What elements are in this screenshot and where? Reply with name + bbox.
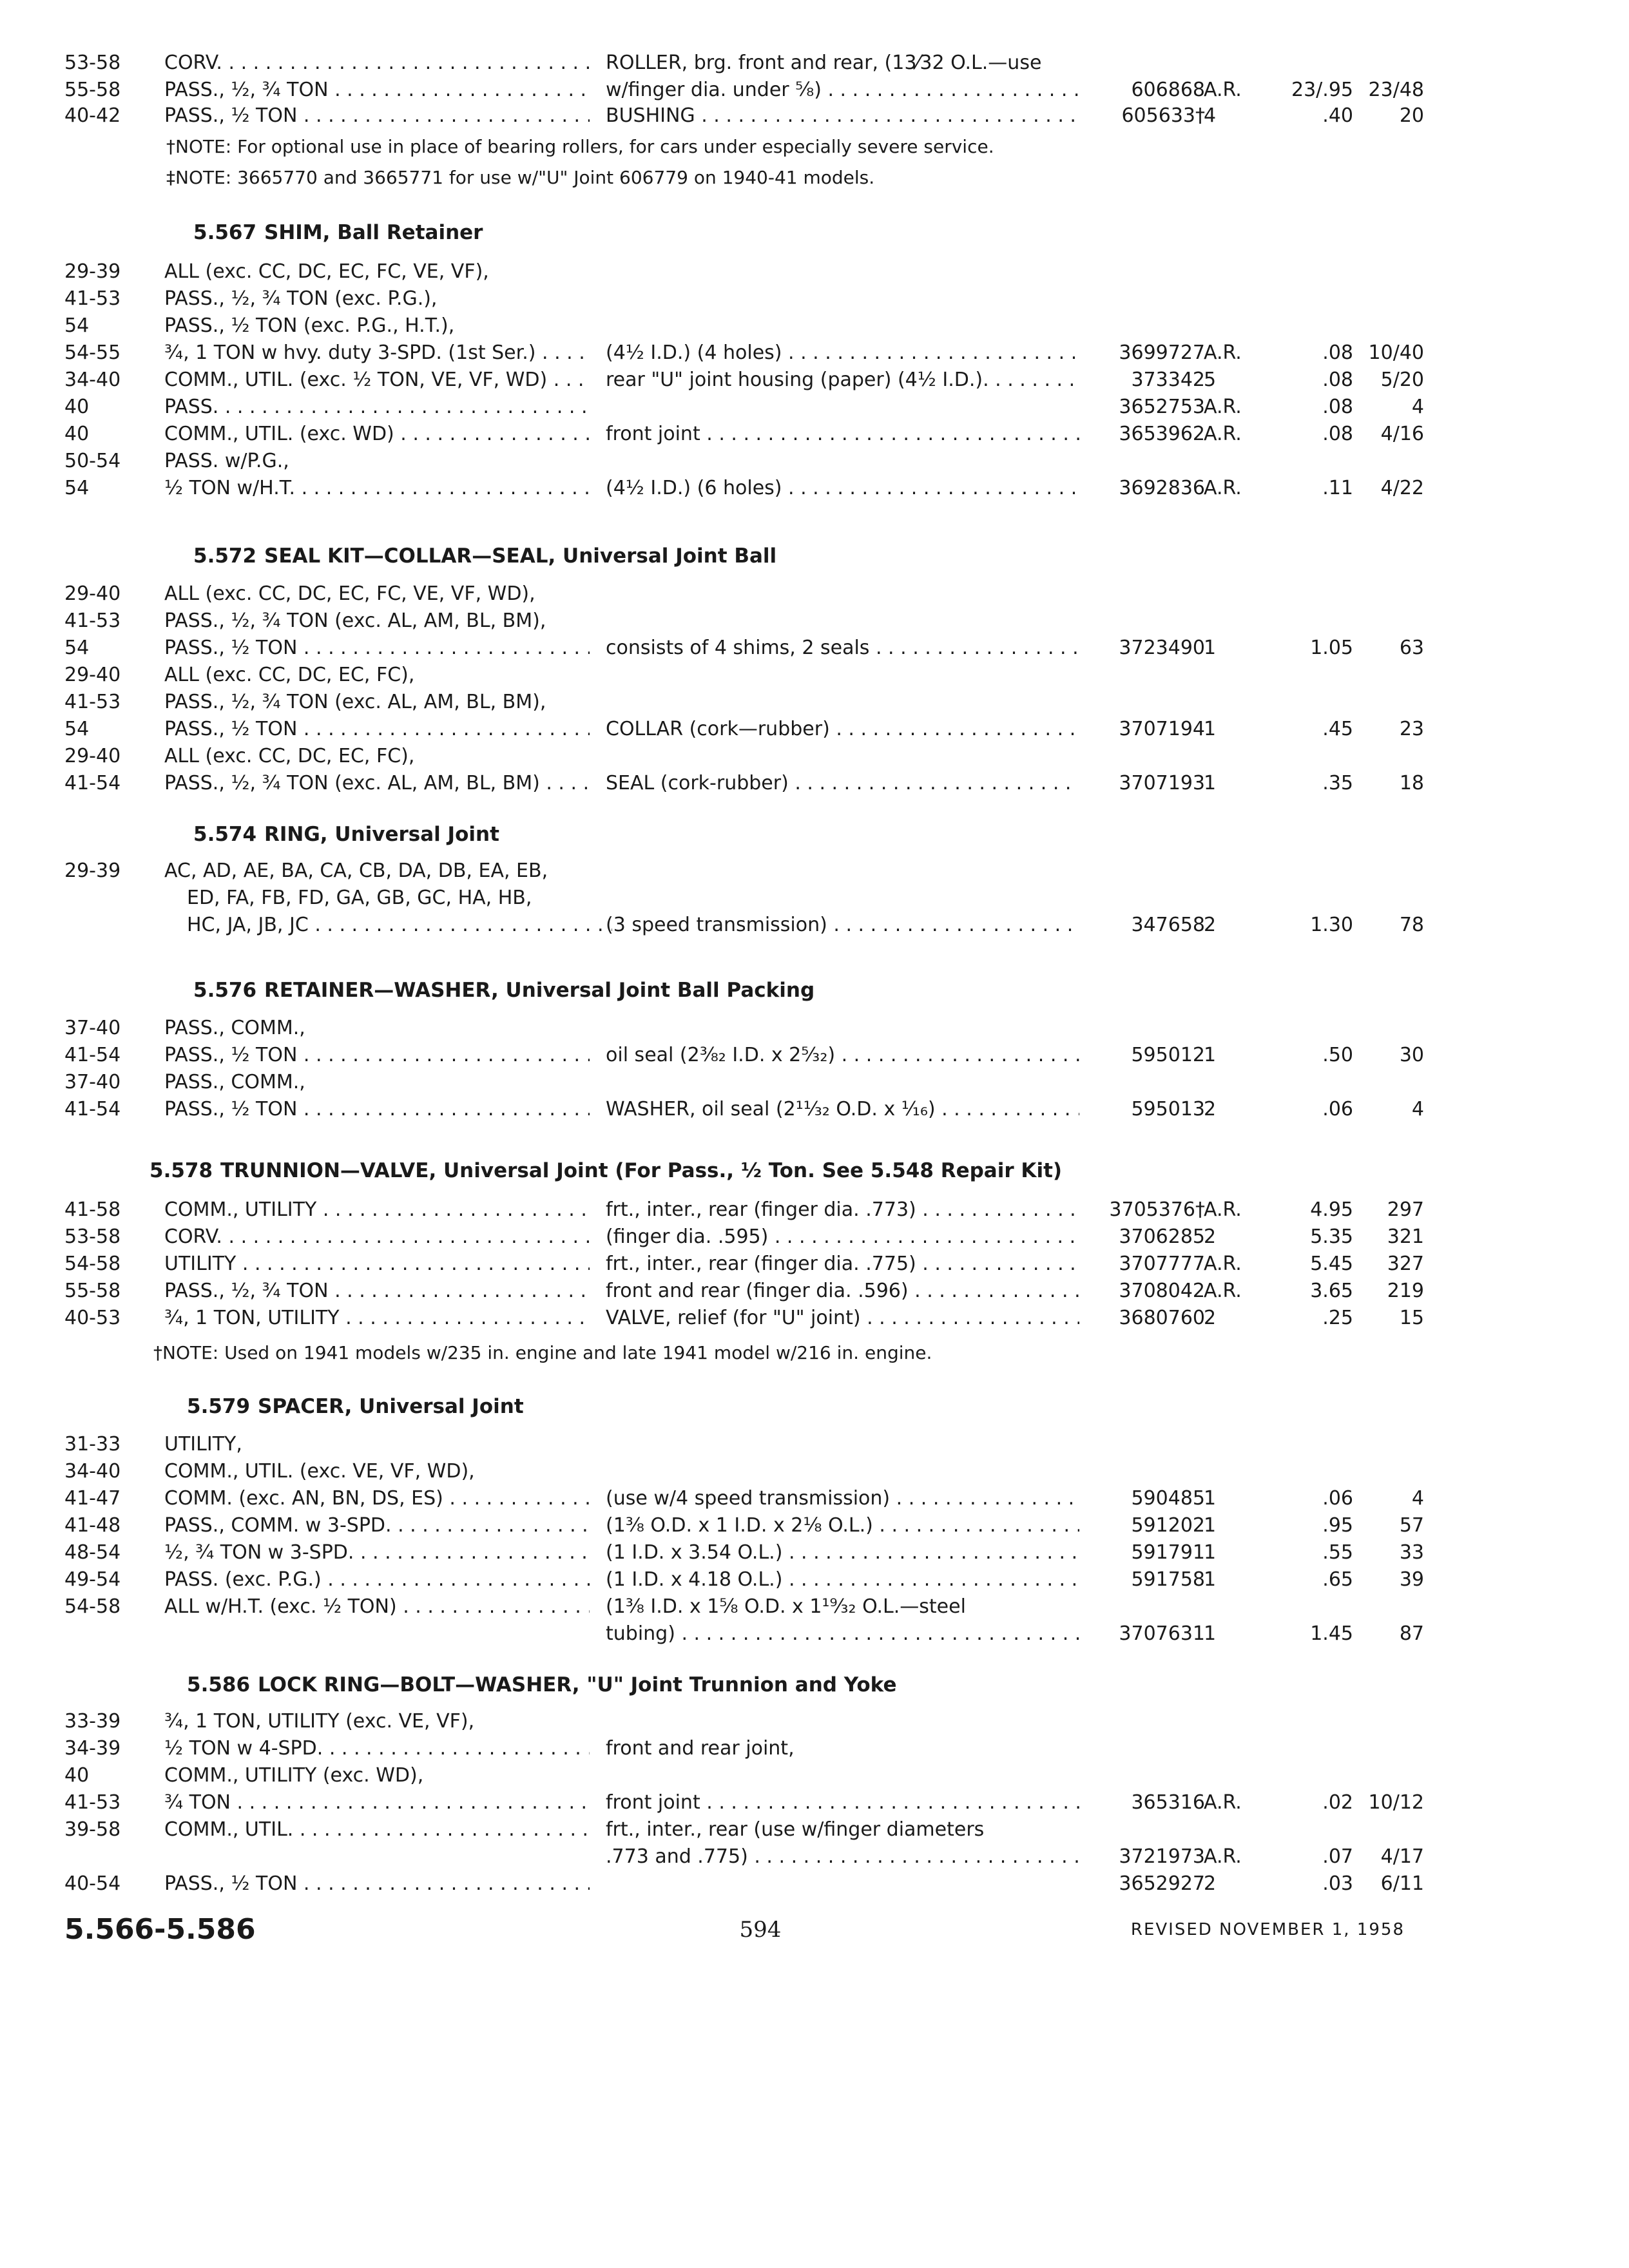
parts-row <box>0 1816 1629 1844</box>
section-number: 5.586 <box>187 1673 251 1696</box>
application: ALL (exc. CC, DC, EC, FC, VE, VF), <box>164 260 489 283</box>
model-years: 29-39 <box>64 860 121 882</box>
model-years: 55-58 <box>64 1280 121 1302</box>
parts-row <box>0 661 1629 689</box>
model-years: 40-54 <box>64 1872 121 1895</box>
description: w/finger dia. under ⅝) . . . <box>606 76 1079 104</box>
application: PASS., ½ TON . . . <box>164 1041 590 1070</box>
application: ¾, 1 TON w hvy. duty 3-SPD. (1st Ser.) . . . . <box>164 339 590 367</box>
dealer-price: .50 <box>1322 1044 1353 1066</box>
footnote: †NOTE: Used on 1941 models w/235 in. engine and late 1941 model w/216 in. engine. <box>153 1342 932 1363</box>
quantity: 4 <box>1204 104 1217 127</box>
parts-row <box>0 1095 1629 1124</box>
dealer-price: .08 <box>1322 423 1353 445</box>
application: PASS. (exc. P.G.) . . . <box>164 1566 590 1594</box>
footnote: ‡NOTE: 3665770 and 3665771 for use w/"U" Joint 606779 on 1940-41 models. <box>166 167 875 188</box>
quantity: A.R. <box>1204 1280 1242 1302</box>
parts-row <box>0 1041 1629 1070</box>
quantity: 5 <box>1204 369 1217 391</box>
quantity: 1 <box>1204 1568 1217 1591</box>
application: PASS., COMM., <box>164 1017 305 1039</box>
quantity: 1 <box>1204 1514 1217 1537</box>
parts-row <box>0 1512 1629 1540</box>
application: PASS., ½, ¾ TON . . . <box>164 76 590 104</box>
section-title: TRUNNION—VALVE, Universal Joint (For Pass., ½ Ton. See 5.548 Repair Kit) <box>220 1159 1063 1182</box>
description: COLLAR (cork—rubber) . . . <box>606 715 1079 744</box>
quantity: 1 <box>1204 718 1217 740</box>
part-number: 595012 <box>1131 1044 1205 1066</box>
dealer-price: .07 <box>1322 1845 1353 1868</box>
application: HC, JA, JB, JC . . . <box>187 911 612 939</box>
quantity: A.R. <box>1204 396 1242 418</box>
dealer-price: .40 <box>1322 104 1353 127</box>
section-title: LOCK RING—BOLT—WASHER, "U" Joint Trunnion and Yoke <box>258 1673 897 1696</box>
description: frt., inter., rear (use w/finger diameters <box>606 1818 985 1841</box>
model-years: 50-54 <box>64 450 121 472</box>
model-years: 54-58 <box>64 1595 121 1618</box>
part-number: 3708042 <box>1119 1280 1205 1302</box>
application: COMM., UTILITY (exc. WD), <box>164 1764 424 1787</box>
parts-row <box>0 1566 1629 1594</box>
dealer-price: 1.05 <box>1310 637 1353 659</box>
list-price: 63 <box>1399 637 1424 659</box>
description: (1⅜ O.D. x 1 I.D. x 2⅛ O.L.) . . . <box>606 1512 1079 1540</box>
part-number: 3653962 <box>1119 423 1205 445</box>
application: COMM., UTIL. (exc. VE, VF, WD), <box>164 1460 475 1483</box>
description: (1⅜ I.D. x 1⅝ O.D. x 1¹⁹⁄₃₂ O.L.—steel <box>606 1595 966 1618</box>
parts-row <box>0 258 1629 286</box>
quantity: 1 <box>1204 1044 1217 1066</box>
dealer-price: .95 <box>1322 1514 1353 1537</box>
application: PASS., ½ TON . . . <box>164 102 590 130</box>
application: ALL (exc. CC, DC, EC, FC, VE, VF, WD), <box>164 582 535 605</box>
parts-row <box>0 607 1629 635</box>
list-price: 57 <box>1399 1514 1424 1537</box>
section-number: 5.576 <box>193 979 257 1002</box>
quantity: 2 <box>1204 1307 1217 1329</box>
description: (use w/4 speed transmission) . . . <box>606 1485 1079 1513</box>
model-years: 41-54 <box>64 1098 121 1120</box>
application: PASS., COMM., <box>164 1071 305 1093</box>
list-price: 23/48 <box>1368 79 1424 101</box>
dealer-price: 1.45 <box>1310 1622 1353 1645</box>
part-number: 3707631 <box>1119 1622 1205 1645</box>
application: UTILITY . . . <box>164 1250 590 1278</box>
list-price: 6/11 <box>1380 1872 1424 1895</box>
application: PASS., ½ TON . . . <box>164 1870 590 1898</box>
dealer-price: .25 <box>1322 1307 1353 1329</box>
quantity: A.R. <box>1204 1198 1242 1221</box>
dealer-price: .06 <box>1322 1098 1353 1120</box>
part-number: 606868 <box>1131 79 1205 101</box>
quantity: 1 <box>1204 1487 1217 1510</box>
model-years: 41-47 <box>64 1487 121 1510</box>
parts-row <box>0 474 1629 503</box>
list-price: 10/12 <box>1368 1791 1424 1814</box>
application: PASS., COMM. w 3-SPD. . . . <box>164 1512 590 1540</box>
description: tubing) . . . <box>606 1620 1079 1648</box>
description: (1 I.D. x 3.54 O.L.) . . . <box>606 1539 1079 1567</box>
model-years: 41-53 <box>64 610 121 632</box>
section-title: RETAINER—WASHER, Universal Joint Ball Packing <box>264 979 815 1002</box>
list-price: 219 <box>1387 1280 1424 1302</box>
page-number: 594 <box>739 1917 782 1943</box>
model-years: 40 <box>64 1764 90 1787</box>
dealer-price: .08 <box>1322 369 1353 391</box>
parts-row <box>0 49 1629 77</box>
parts-row <box>0 339 1629 367</box>
application: UTILITY, <box>164 1433 242 1456</box>
description: BUSHING . . . <box>606 102 1079 130</box>
section-heading <box>0 974 1629 1006</box>
model-years: 39-58 <box>64 1818 121 1841</box>
application: CORV. . . . <box>164 1223 590 1251</box>
application: ¾, 1 TON, UTILITY (exc. VE, VF), <box>164 1710 475 1733</box>
parts-row <box>0 857 1629 885</box>
parts-row <box>0 1735 1629 1763</box>
model-years: 55-58 <box>64 79 121 101</box>
description: frt., inter., rear (finger dia. .773) . . . <box>606 1196 1079 1224</box>
part-number: 3705376† <box>1109 1198 1205 1221</box>
parts-row <box>0 634 1629 662</box>
quantity: A.R. <box>1204 341 1242 364</box>
parts-row <box>0 911 1629 939</box>
application: COMM., UTIL. . . . <box>164 1816 590 1844</box>
parts-row <box>0 884 1629 912</box>
model-years: 41-54 <box>64 1044 121 1066</box>
description: front joint . . . <box>606 420 1079 448</box>
list-price: 4/16 <box>1380 423 1424 445</box>
application: ALL (exc. CC, DC, EC, FC), <box>164 664 415 686</box>
application: ALL (exc. CC, DC, EC, FC), <box>164 745 415 767</box>
model-years: 54 <box>64 718 90 740</box>
list-price: 18 <box>1399 772 1424 794</box>
quantity: 1 <box>1204 1541 1217 1564</box>
application: COMM., UTIL. (exc. WD) . . . <box>164 420 590 448</box>
dealer-price: .08 <box>1322 396 1353 418</box>
parts-row <box>0 420 1629 448</box>
part-number: 590485 <box>1131 1487 1205 1510</box>
application: PASS., ½ TON . . . <box>164 634 590 662</box>
parts-row <box>0 1430 1629 1459</box>
dealer-price: .02 <box>1322 1791 1353 1814</box>
list-price: 33 <box>1399 1541 1424 1564</box>
application: AC, AD, AE, BA, CA, CB, DA, DB, EA, EB, <box>164 860 548 882</box>
dealer-price: .45 <box>1322 718 1353 740</box>
quantity: 2 <box>1204 1872 1217 1895</box>
section-title: RING, Universal Joint <box>264 823 499 846</box>
part-number: 3680760 <box>1119 1307 1205 1329</box>
dealer-price: .06 <box>1322 1487 1353 1510</box>
description: VALVE, relief (for "U" joint) . . . <box>606 1304 1079 1332</box>
part-number: 591791 <box>1131 1541 1205 1564</box>
quantity: A.R. <box>1204 423 1242 445</box>
list-price: 5/20 <box>1380 369 1424 391</box>
parts-row <box>0 1539 1629 1567</box>
model-years: 41-48 <box>64 1514 121 1537</box>
parts-row <box>0 1762 1629 1790</box>
model-years: 48-54 <box>64 1541 121 1564</box>
model-years: 54-55 <box>64 341 121 364</box>
model-years: 40-53 <box>64 1307 121 1329</box>
application: PASS., ½, ¾ TON (exc. AL, AM, BL, BM) . . . <box>164 769 590 798</box>
list-price: 30 <box>1399 1044 1424 1066</box>
parts-row <box>0 285 1629 313</box>
part-number: 3652927 <box>1119 1872 1205 1895</box>
quantity: A.R. <box>1204 477 1242 499</box>
dealer-price: 5.45 <box>1310 1253 1353 1275</box>
part-number: 3707193 <box>1119 772 1205 794</box>
dealer-price: .11 <box>1322 477 1353 499</box>
section-title: SEAL KIT—COLLAR—SEAL, Universal Joint Ball <box>264 544 777 568</box>
parts-row <box>0 1485 1629 1513</box>
model-years: 41-54 <box>64 772 121 794</box>
description: rear "U" joint housing (paper) (4½ I.D.). . . . <box>606 366 1079 394</box>
description: (3 speed transmission) . . . <box>606 911 1079 939</box>
parts-row <box>0 1304 1629 1332</box>
section-heading <box>0 216 1629 249</box>
parts-row <box>0 688 1629 716</box>
application: PASS., ½, ¾ TON (exc. P.G.), <box>164 287 438 310</box>
quantity: A.R. <box>1204 1253 1242 1275</box>
section-number: 5.567 <box>193 221 257 244</box>
model-years: 31-33 <box>64 1433 121 1456</box>
section-title: SPACER, Universal Joint <box>258 1395 524 1418</box>
model-years: 29-39 <box>64 260 121 283</box>
part-number: 347658 <box>1131 914 1205 936</box>
footnote: †NOTE: For optional use in place of bearing rollers, for cars under especially severe service. <box>166 136 994 157</box>
application: PASS., ½, ¾ TON . . . <box>164 1277 590 1305</box>
page-footer <box>0 1907 1629 1952</box>
application: PASS. . . . <box>164 393 590 421</box>
model-years: 29-40 <box>64 745 121 767</box>
description: front and rear joint, <box>606 1737 795 1760</box>
section-heading <box>0 1155 1629 1187</box>
application: PASS., ½ TON . . . <box>164 715 590 744</box>
application: PASS. w/P.G., <box>164 450 289 472</box>
dealer-price: 4.95 <box>1310 1198 1353 1221</box>
section-title: SHIM, Ball Retainer <box>264 221 483 244</box>
model-years: 34-40 <box>64 369 121 391</box>
parts-row <box>0 447 1629 476</box>
quantity: 1 <box>1204 637 1217 659</box>
section-number: 5.578 <box>149 1159 213 1182</box>
description: front joint . . . <box>606 1789 1079 1817</box>
application: COMM. (exc. AN, BN, DS, ES) . . . <box>164 1485 590 1513</box>
model-years: 34-39 <box>64 1737 121 1760</box>
description: (finger dia. .595) . . . <box>606 1223 1079 1251</box>
dealer-price: .08 <box>1322 341 1353 364</box>
part-number: 3706285 <box>1119 1225 1205 1248</box>
application: COMM., UTIL. (exc. ½ TON, VE, VF, WD) . . . <box>164 366 590 394</box>
application: PASS., ½ TON (exc. P.G., H.T.), <box>164 314 455 337</box>
application: ED, FA, FB, FD, GA, GB, GC, HA, HB, <box>187 887 532 909</box>
part-number: 595013 <box>1131 1098 1205 1120</box>
quantity: 1 <box>1204 772 1217 794</box>
dealer-price: .03 <box>1322 1872 1353 1895</box>
dealer-price: .65 <box>1322 1568 1353 1591</box>
parts-row <box>0 312 1629 340</box>
section-heading <box>0 1669 1629 1701</box>
list-price: 4 <box>1411 396 1424 418</box>
section-range: 5.566-5.586 <box>64 1913 256 1946</box>
part-number: 3723490 <box>1119 637 1205 659</box>
part-number: 3652753 <box>1119 396 1205 418</box>
parts-row <box>0 1870 1629 1898</box>
list-price: 20 <box>1399 104 1424 127</box>
parts-row <box>0 769 1629 798</box>
parts-row <box>0 1068 1629 1097</box>
parts-row <box>0 1789 1629 1817</box>
parts-row <box>0 1277 1629 1305</box>
parts-row <box>0 102 1629 130</box>
part-number: 605633† <box>1121 104 1205 127</box>
part-number: 373342 <box>1131 369 1205 391</box>
parts-row <box>0 742 1629 771</box>
list-price: 321 <box>1387 1225 1424 1248</box>
description: (4½ I.D.) (4 holes) . . . <box>606 339 1079 367</box>
part-number: 3707777 <box>1119 1253 1205 1275</box>
model-years: 53-58 <box>64 52 121 74</box>
parts-row <box>0 393 1629 421</box>
list-price: 23 <box>1399 718 1424 740</box>
application: ½, ¾ TON w 3-SPD. . . . <box>164 1539 590 1567</box>
model-years: 41-53 <box>64 287 121 310</box>
model-years: 29-40 <box>64 582 121 605</box>
parts-row <box>0 1223 1629 1251</box>
model-years: 49-54 <box>64 1568 121 1591</box>
description: (1 I.D. x 4.18 O.L.) . . . <box>606 1566 1079 1594</box>
application: PASS., ½ TON . . . <box>164 1095 590 1124</box>
application: PASS., ½, ¾ TON (exc. AL, AM, BL, BM), <box>164 691 546 713</box>
model-years: 41-53 <box>64 1791 121 1814</box>
model-years: 37-40 <box>64 1017 121 1039</box>
parts-row <box>0 715 1629 744</box>
model-years: 54-58 <box>64 1253 121 1275</box>
description: oil seal (2⅜₂ I.D. x 2⁵⁄₃₂) . . . <box>606 1041 1079 1070</box>
description: front and rear (finger dia. .596) . . . <box>606 1277 1079 1305</box>
model-years: 33-39 <box>64 1710 121 1733</box>
quantity: 2 <box>1204 914 1217 936</box>
application: COMM., UTILITY . . . <box>164 1196 590 1224</box>
description: ROLLER, brg. front and rear, (13⁄32 O.L.—use <box>606 52 1042 74</box>
model-years: 37-40 <box>64 1071 121 1093</box>
application: ½ TON w 4-SPD. . . . <box>164 1735 590 1763</box>
dealer-price: 3.65 <box>1310 1280 1353 1302</box>
section-number: 5.579 <box>187 1395 251 1418</box>
list-price: 4/22 <box>1380 477 1424 499</box>
dealer-price: 23/.95 <box>1291 79 1353 101</box>
parts-row <box>0 1843 1629 1871</box>
part-number: 3721973 <box>1119 1845 1205 1868</box>
application: ½ TON w/H.T. . . . <box>164 474 590 503</box>
model-years: 34-40 <box>64 1460 121 1483</box>
parts-row <box>0 1457 1629 1486</box>
description: SEAL (cork-rubber) . . . <box>606 769 1079 798</box>
parts-row <box>0 1707 1629 1736</box>
section-heading <box>0 818 1629 850</box>
quantity: 2 <box>1204 1098 1217 1120</box>
description: consists of 4 shims, 2 seals . . . <box>606 634 1079 662</box>
model-years: 41-58 <box>64 1198 121 1221</box>
section-number: 5.572 <box>193 544 257 568</box>
application: ¾, 1 TON, UTILITY . . . <box>164 1304 590 1332</box>
dealer-price: 1.30 <box>1310 914 1353 936</box>
part-number: 3707194 <box>1119 718 1205 740</box>
description: (4½ I.D.) (6 holes) . . . <box>606 474 1079 503</box>
model-years: 40 <box>64 423 90 445</box>
application: ¾ TON . . . <box>164 1789 590 1817</box>
part-number: 365316 <box>1131 1791 1205 1814</box>
parts-row <box>0 1250 1629 1278</box>
part-number: 3692836 <box>1119 477 1205 499</box>
section-heading <box>0 1390 1629 1423</box>
parts-row <box>0 1196 1629 1224</box>
parts-row <box>0 580 1629 608</box>
list-price: 78 <box>1399 914 1424 936</box>
description: .773 and .775) . . . <box>606 1843 1079 1871</box>
dealer-price: .55 <box>1322 1541 1353 1564</box>
quantity: 2 <box>1204 1225 1217 1248</box>
quantity: A.R. <box>1204 1791 1242 1814</box>
model-years: 54 <box>64 314 90 337</box>
parts-row <box>0 1620 1629 1648</box>
list-price: 39 <box>1399 1568 1424 1591</box>
revision-date: REVISED NOVEMBER 1, 1958 <box>1130 1920 1405 1939</box>
model-years: 40 <box>64 396 90 418</box>
application: ALL w/H.T. (exc. ½ TON) . . . <box>164 1593 590 1621</box>
section-number: 5.574 <box>193 823 257 846</box>
part-number: 591202 <box>1131 1514 1205 1537</box>
list-price: 297 <box>1387 1198 1424 1221</box>
model-years: 54 <box>64 637 90 659</box>
list-price: 4 <box>1411 1487 1424 1510</box>
parts-row <box>0 1014 1629 1043</box>
model-years: 54 <box>64 477 90 499</box>
list-price: 327 <box>1387 1253 1424 1275</box>
part-number: 591758 <box>1131 1568 1205 1591</box>
list-price: 10/40 <box>1368 341 1424 364</box>
parts-row <box>0 76 1629 104</box>
list-price: 87 <box>1399 1622 1424 1645</box>
application: PASS., ½, ¾ TON (exc. AL, AM, BL, BM), <box>164 610 546 632</box>
dealer-price: 5.35 <box>1310 1225 1353 1248</box>
model-years: 40-42 <box>64 104 121 127</box>
quantity: 1 <box>1204 1622 1217 1645</box>
quantity: A.R. <box>1204 1845 1242 1868</box>
dealer-price: .35 <box>1322 772 1353 794</box>
model-years: 53-58 <box>64 1225 121 1248</box>
parts-row <box>0 366 1629 394</box>
list-price: 15 <box>1399 1307 1424 1329</box>
list-price: 4/17 <box>1380 1845 1424 1868</box>
part-number: 3699727 <box>1119 341 1205 364</box>
description: WASHER, oil seal (2¹¹⁄₃₂ O.D. x ¹⁄₁₆) . . . <box>606 1095 1079 1124</box>
list-price: 4 <box>1411 1098 1424 1120</box>
model-years: 41-53 <box>64 691 121 713</box>
quantity: A.R. <box>1204 79 1242 101</box>
application: CORV. . . . <box>164 49 590 77</box>
section-heading <box>0 540 1629 572</box>
model-years: 29-40 <box>64 664 121 686</box>
description: frt., inter., rear (finger dia. .775) . . . <box>606 1250 1079 1278</box>
parts-row <box>0 1593 1629 1621</box>
